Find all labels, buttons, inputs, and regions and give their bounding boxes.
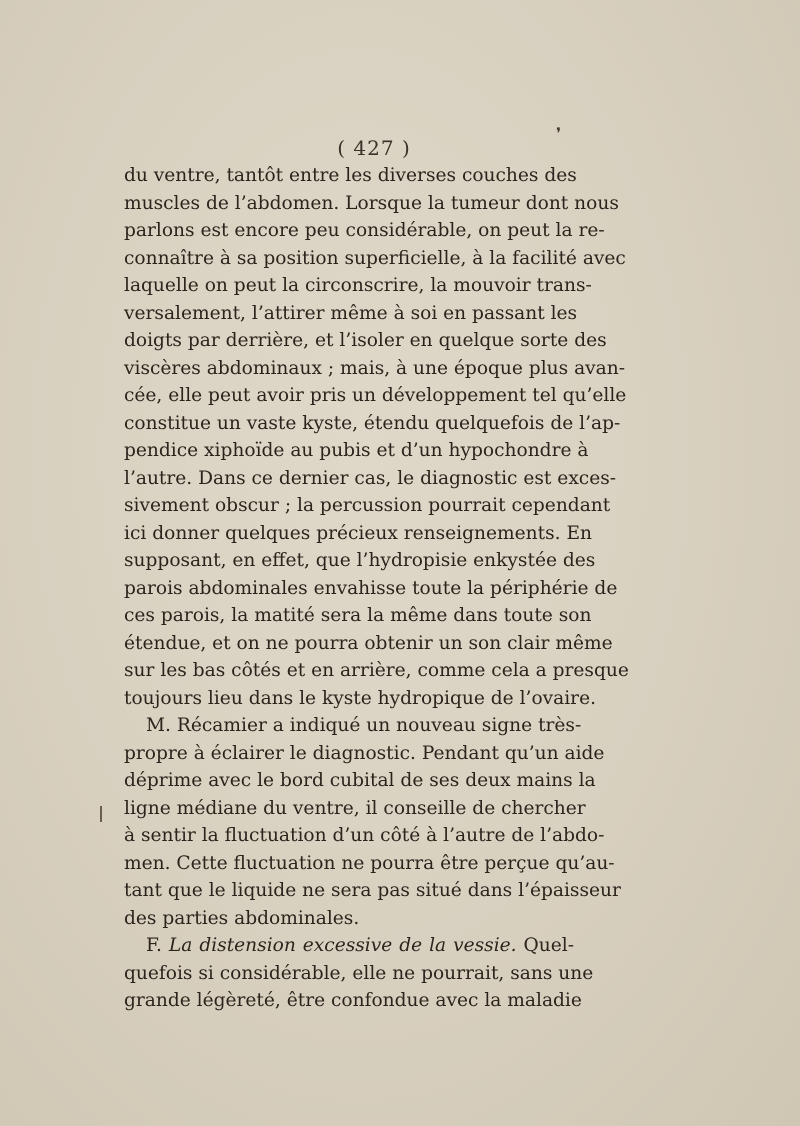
text-line: constitue un vaste kyste, étendu quelquefois de l’ap-	[124, 412, 621, 434]
text-line: parois abdominales envahisse toute la périphérie de	[124, 577, 618, 599]
text-line: sur les bas côtés et en arrière, comme cela a presque	[124, 660, 629, 681]
text-line: M. Récamier a indiqué un nouveau signe très-	[146, 715, 582, 736]
page-number: ( 427 )	[337, 136, 411, 160]
text-line: viscères abdominaux ; mais, à une époque plus avan-	[124, 357, 626, 379]
text-line: à sentir la fluctuation d’un côté à l’autre de l’abdo-	[124, 825, 605, 846]
text-line: laquelle on peut la circonscrire, la mouvoir trans-	[124, 275, 592, 296]
text-line: muscles de l’abdomen. Lorsque la tumeur dont nous	[124, 192, 619, 214]
text-line: ligne médiane du ventre, il conseille de chercher	[124, 797, 586, 819]
text-line: propre à éclairer le diagnostic. Pendant qu’un aide	[124, 742, 605, 764]
text-line: du ventre, tantôt entre les diverses couches des	[124, 165, 577, 186]
text-line: doigts par derrière, et l’isoler en quelque sorte des	[124, 330, 607, 351]
body-text	[124, 162, 629, 1015]
text-line: tant que le liquide ne sera pas situé dans l’épaisseur	[124, 880, 621, 901]
text-line: sivement obscur ; la percussion pourrait cependant	[124, 495, 611, 516]
section-heading-title: La distension excessive de la vessie.	[168, 935, 517, 956]
text-line: cée, elle peut avoir pris un développement tel qu’elle	[124, 385, 627, 406]
text-line: l’autre. Dans ce dernier cas, le diagnostic est exces-	[124, 467, 617, 489]
section-heading-prefix: F.	[146, 935, 162, 956]
text-line: ces parois, la matité sera la même dans toute son	[124, 605, 592, 626]
text-line: versalement, l’attirer même à soi en passant les	[124, 302, 578, 324]
text-line: toujours lieu dans le kyste hydropique de l’ovaire.	[124, 687, 596, 709]
text-line: grande légèreté, être confondue avec la maladie	[124, 990, 582, 1011]
text-line: parlons est encore peu considérable, on peut la re-	[124, 220, 605, 241]
text-line: déprime avec le bord cubital de ses deux mains la	[124, 770, 596, 791]
text-line: supposant, en effet, que l’hydropisie enkystée des	[124, 550, 596, 571]
corner-mark: ❜	[556, 124, 562, 143]
text-line: étendue, et on ne pourra obtenir un son clair même	[124, 632, 613, 654]
section-heading-line	[124, 932, 574, 960]
text-line: quefois si considérable, elle ne pourrait, sans une	[124, 962, 594, 984]
section-heading-rest: Quel-	[523, 935, 574, 956]
text-line: connaître à sa position superficielle, à la facilité avec	[124, 247, 626, 269]
margin-mark	[100, 806, 102, 822]
text-line: des parties abdominales.	[124, 907, 360, 929]
text-line: men. Cette fluctuation ne pourra être perçue qu’au-	[124, 852, 615, 874]
text-line: pendice xiphoïde au pubis et d’un hypochondre à	[124, 440, 589, 461]
text-line: ici donner quelques précieux renseignements. En	[124, 522, 592, 544]
